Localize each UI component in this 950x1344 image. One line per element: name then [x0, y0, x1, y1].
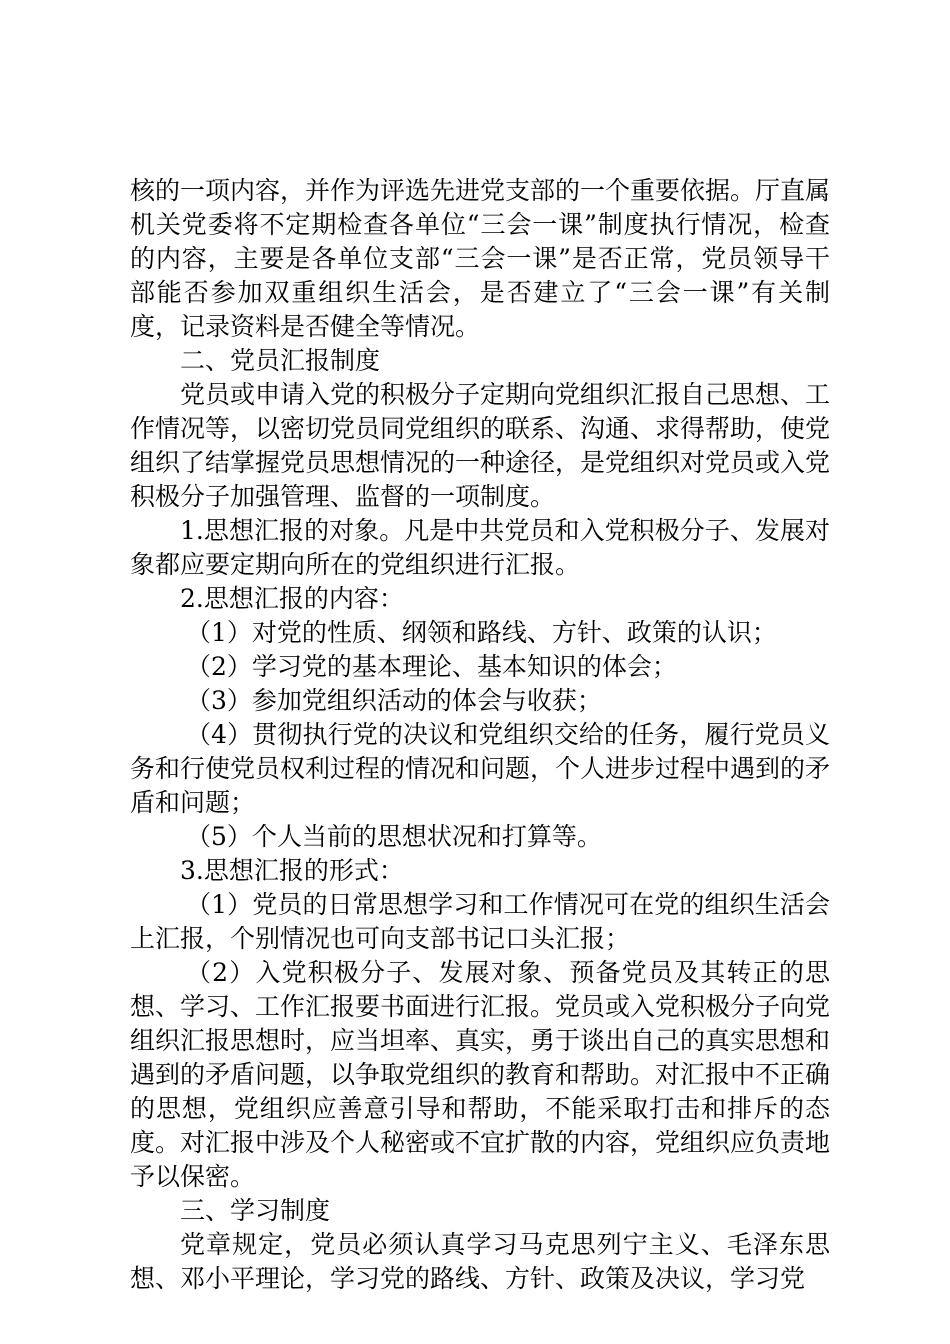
paragraph-continuation: 核的一项内容，并作为评选先进党支部的一个重要依据。厅直属机关党委将不定期检查各单位“三会一课”制度执行情况，检查的内容，主要是各单位支部“三会一课”是否正常，党员领导干部能否参加双重组织生活会，是否建立了“三会一课”有关制度，记录资料是否健全等情况。: [130, 176, 831, 341]
list-item-content-1: （1）对党的性质、纲领和路线、方针、政策的认识；: [186, 618, 777, 647]
paragraph-report-content-title: 2.思想汇报的内容：: [180, 584, 404, 613]
section-heading-party-report: 二、党员汇报制度: [180, 346, 381, 375]
list-item-content-4: （4）贯彻执行党的决议和党组织交给的任务，履行党员义务和行使党员权利过程的情况和问题，个人进步过程中遇到的矛盾和问题；: [130, 720, 831, 817]
paragraph-report-form-title: 3.思想汇报的形式：: [180, 856, 404, 885]
list-item-content-3: （3）参加党组织活动的体会与收获；: [186, 686, 602, 715]
document-body: [130, 174, 830, 1296]
list-item-content-2: （2）学习党的基本理论、基本知识的体会；: [186, 652, 677, 681]
list-item-form-2: （2）入党积极分子、发展对象、预备党员及其转正的思想、学习、工作汇报要书面进行汇报。党员或入党积极分子向党组织汇报思想时，应当坦率、真实，勇于谈出自己的真实思想和遇到的矛盾问题，以争取党组织的教育和帮助。对汇报中不正确的思想，党组织应善意引导和帮助，不能采取打击和排斥的态度。对汇报中涉及个人秘密或不宜扩散的内容，党组织应负责地予以保密。: [130, 958, 831, 1191]
section-heading-study: 三、学习制度: [180, 1196, 331, 1225]
paragraph-report-object: 1.思想汇报的对象。凡是中共党员和入党积极分子、发展对象都应要定期向所在的党组织进行汇报。: [130, 516, 830, 579]
list-item-form-1: （1）党员的日常思想学习和工作情况可在党的组织生活会上汇报，个别情况也可向支部书记口头汇报；: [130, 890, 830, 953]
paragraph-study-rules: 党章规定，党员必须认真学习马克思列宁主义、毛泽东思想、邓小平理论，学习党的路线、方针、政策及决议，学习党: [130, 1230, 830, 1293]
list-item-content-5: （5）个人当前的思想状况和打算等。: [186, 822, 602, 851]
paragraph-report-definition: 党员或申请入党的积极分子定期向党组织汇报自己思想、工作情况等，以密切党员同党组织的联系、沟通、求得帮助，使党组织了结掌握党员思想情况的一种途径，是党组织对党员或入党积极分子加强管理、监督的一项制度。: [130, 380, 831, 511]
